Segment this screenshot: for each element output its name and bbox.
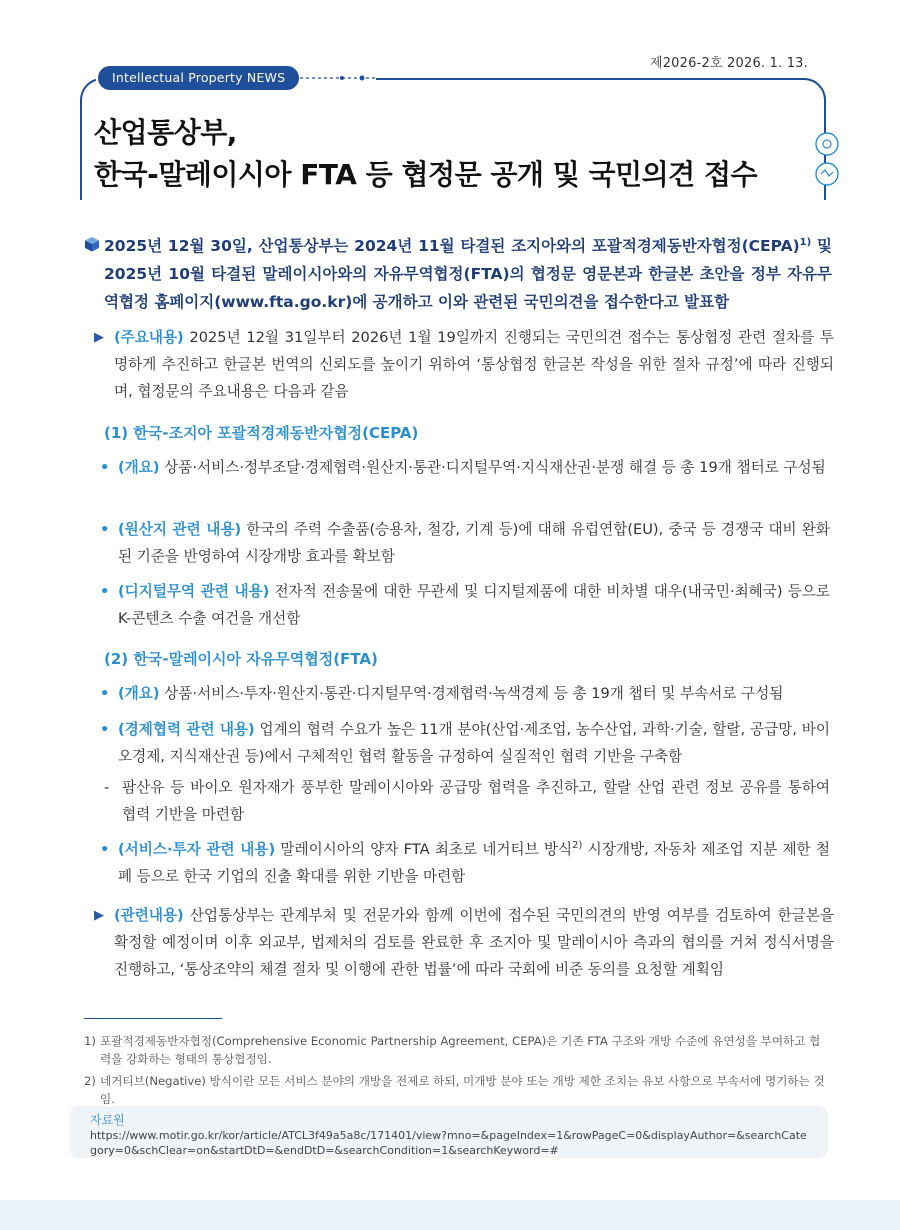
decorative-dots-icon	[300, 71, 380, 85]
bullet-label: (개요)	[118, 685, 160, 702]
bullet-label: (디지털무역 관련 내용)	[118, 583, 270, 600]
bullet-text: 상품·서비스·투자·원산지·통관·디지털무역·경제협력·녹색경제 등 총 19개 챕터 및 부속서로 구성됨	[159, 685, 784, 702]
lead-summary	[84, 232, 832, 316]
main-contents-paragraph	[94, 324, 834, 405]
footnote-number: 2)	[84, 1074, 96, 1088]
footnote-divider	[84, 1018, 222, 1019]
bullet-text: 상품·서비스·정부조달·경제협력·원산지·통관·디지털무역·지식재산권·분쟁 해결 등 총 19개 챕터로 구성됨	[159, 459, 826, 476]
triangle-marker-icon: ▶	[94, 330, 104, 345]
source-box	[70, 1106, 828, 1158]
list-item	[104, 774, 830, 828]
bottom-strip	[0, 1200, 900, 1230]
section-heading-georgia: (1) 한국-조지아 포괄적경제동반자협정(CEPA)	[104, 424, 419, 442]
bullet-label: (서비스·투자 관련 내용)	[118, 841, 276, 858]
bullet-label: (개요)	[118, 459, 160, 476]
list-item	[100, 454, 830, 481]
related-contents-text: 산업통상부는 관계부처 및 전문가와 함께 이번에 접수된 국민의견의 반영 여부를 검토하여 한글본을 확정할 예정이며 이후 외교부, 법제처의 검토를 완료한 후 조지아 및 말레이시아 측과의 협의를 거쳐 정식서명을 진행하고, ‘통상조약의 체결 절차 및 이행에 관한 법률’에 따라 국회에 비준 동의를 요청할 계획임	[114, 907, 834, 978]
footnote-ref-1: 1)	[799, 236, 812, 248]
label-main-contents: (주요내용)	[114, 329, 184, 346]
list-item	[100, 836, 830, 890]
bullet-text: 말레이시아의 양자 FTA 최초로 네거티브 방식	[275, 841, 573, 858]
list-item	[100, 578, 830, 632]
side-emblem-icon	[812, 130, 842, 210]
cube-icon	[84, 236, 100, 252]
list-item	[100, 680, 830, 707]
footnote-2	[84, 1072, 830, 1108]
footnote-1	[84, 1032, 830, 1068]
bullet-dot-icon: •	[100, 583, 110, 600]
bullet-dot-icon: •	[100, 521, 110, 538]
bullet-label: (경제협력 관련 내용)	[118, 721, 255, 738]
footnote-text: 포괄적경제동반자협정(Comprehensive Economic Partnership Agreement, CEPA)은 기존 FTA 구조와 개방 수준에 유연성을 부여하고 협력을 강화하는 형태의 통상협정임.	[100, 1034, 821, 1066]
newsletter-tag: Intellectual Property NEWS	[98, 66, 299, 90]
bullet-text: 업계의 협력 수요가 높은 11개 분야(산업·제조업, 농수산업, 과학·기술, 할랄, 공급망, 바이오경제, 지식재산권 등)에서 구체적인 협력 활동을 규정하여 실질적인 협력 기반을 구축함	[118, 721, 830, 765]
bullet-text: 전자적 전송물에 대한 무관세 및 디지털제품에 대한 비차별 대우(내국민·최혜국) 등으로 K-콘텐츠 수출 여건을 개선함	[118, 583, 830, 627]
footnote-text: 네거티브(Negative) 방식이란 모든 서비스 분야의 개방을 전제로 하되, 미개방 분야 또는 개방 제한 조치는 유보 사항으로 부속서에 명기하는 것임.	[100, 1074, 825, 1106]
main-contents-text: 2025년 12월 31일부터 2026년 1월 19일까지 진행되는 국민의견 접수는 통상협정 관련 절차를 투명하게 추진하고 한글본 번역의 신뢰도를 높이기 위하여 ‘통상협정 한글본 작성을 위한 절차 규정’에 따라 진행되며, 협정문의 주요내용은 다음과 같음	[114, 329, 834, 400]
dash-text: 팜산유 등 바이오 원자재가 풍부한 말레이시아와 공급망 협력을 추진하고, 할랄 산업 관련 정보 공유를 통하여 협력 기반을 마련함	[122, 779, 830, 823]
lead-text	[104, 232, 832, 316]
dash-marker: -	[104, 779, 110, 796]
bullet-dot-icon: •	[100, 459, 110, 476]
section-heading-malaysia: (2) 한국-말레이시아 자유무역협정(FTA)	[104, 650, 378, 668]
bullet-dot-icon: •	[100, 841, 110, 858]
page-title	[94, 112, 794, 196]
list-item	[100, 716, 830, 770]
source-link[interactable]: https://www.motir.go.kr/kor/article/ATCL3f49a5a8c/171401/view?mno=&pageIndex=1&rowPageC=0&displayAuthor=&searchCategory=0&schClear=on&startDtD=&endDtD=&searchCondition=1&searchKeyword=#	[90, 1129, 807, 1157]
issue-number: 제2026-2호 2026. 1. 13.	[649, 56, 808, 71]
list-item	[100, 516, 830, 570]
related-contents-paragraph	[94, 902, 834, 983]
source-label: 자료원	[90, 1113, 125, 1127]
bullet-text: 한국의 주력 수출품(승용차, 철강, 기계 등)에 대해 유럽연합(EU), 중국 등 경쟁국 대비 완화된 기준을 반영하여 시장개방 효과를 확보함	[118, 521, 831, 565]
label-related-contents: (관련내용)	[114, 907, 184, 924]
footnote-ref-2: 2)	[572, 840, 583, 852]
bullet-dot-icon: •	[100, 685, 110, 702]
footnote-number: 1)	[84, 1034, 96, 1048]
lead-text-part2: 및 2025년 10월 타결된 말레이시아와의 자유무역협정(FTA)의 협정문 영문본과 한글본 초안을 정부 자유무역협정 홈페이지(www.fta.go.kr)에 공개하고 이와 관련된 국민의견을 접수한다고 발표함	[104, 237, 832, 311]
bullet-label: (원산지 관련 내용)	[118, 521, 242, 538]
lead-text-part1: 2025년 12월 30일, 산업통상부는 2024년 11월 타결된 조지아와의 포괄적경제동반자협정(CEPA)	[104, 237, 800, 255]
title-line-1: 산업통상부,	[94, 116, 237, 149]
bullet-dot-icon: •	[100, 721, 110, 738]
title-line-2: 한국-말레이시아 FTA 등 협정문 공개 및 국민의견 접수	[94, 158, 758, 191]
triangle-marker-icon: ▶	[94, 908, 104, 923]
bullet-text: 시장개방, 자동차 제조업 지분 제한 철폐 등으로 한국 기업의 진출 확대를 위한 기반을 마련함	[118, 841, 830, 885]
